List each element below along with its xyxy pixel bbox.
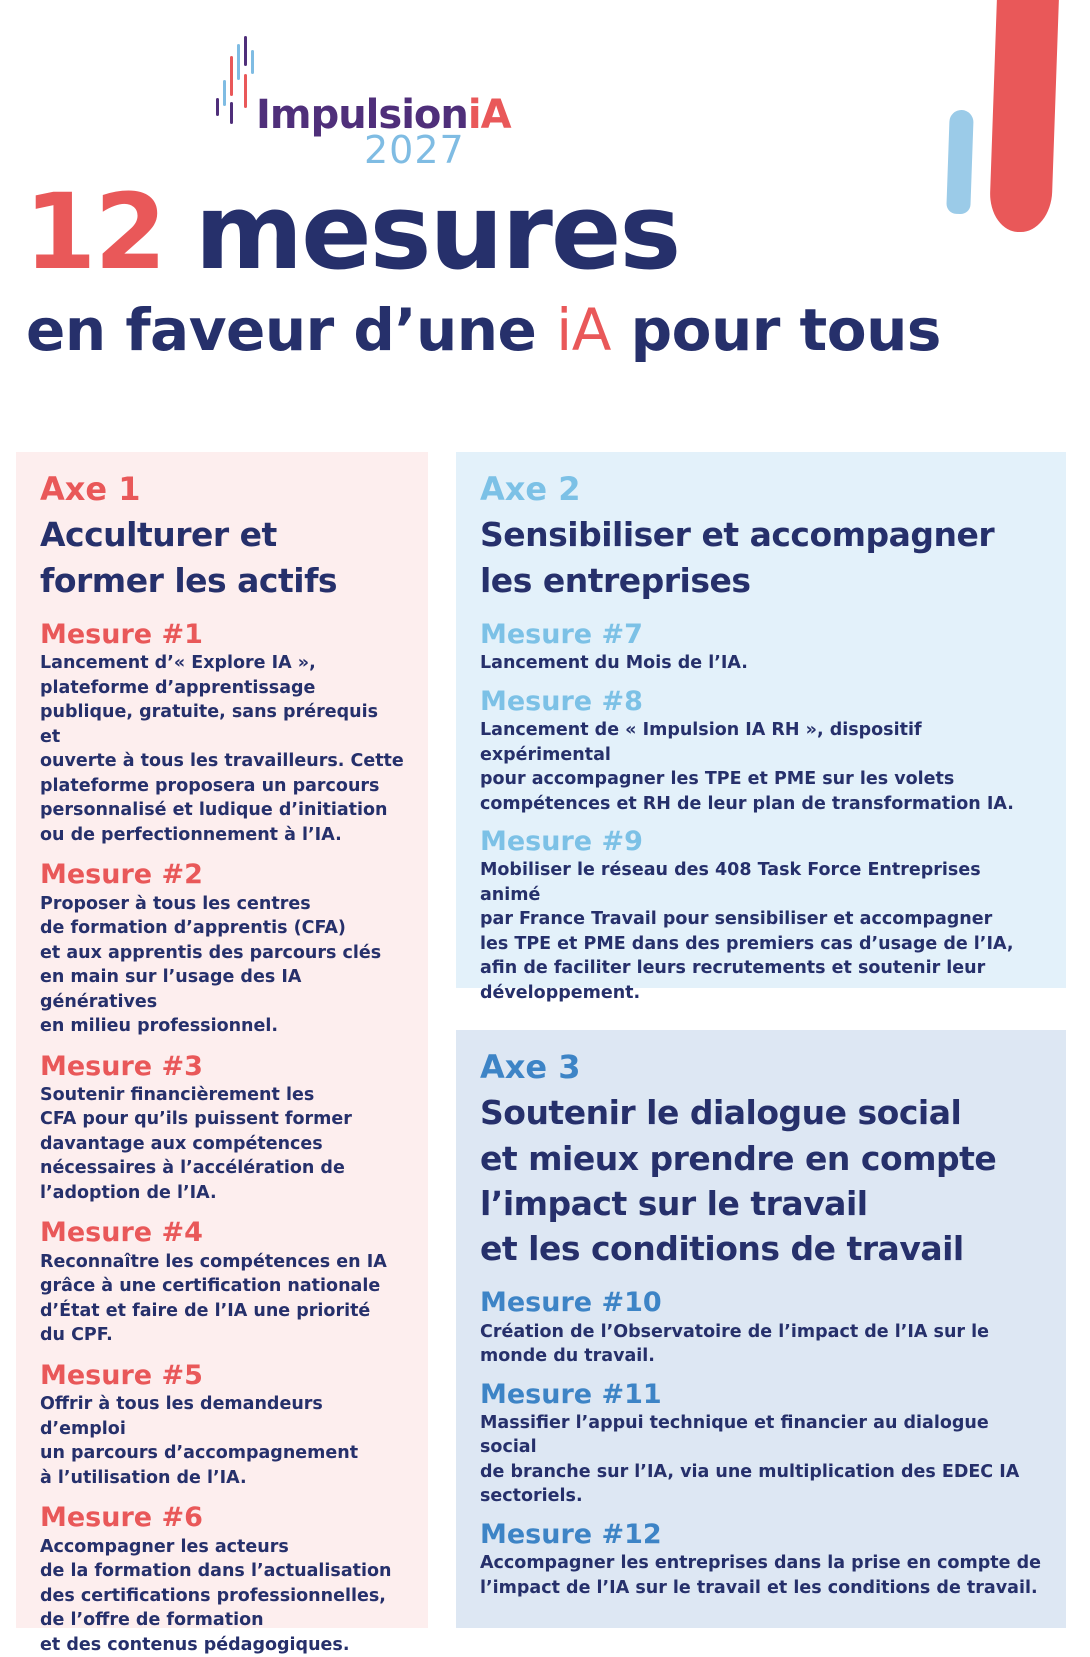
axe-2-panel (456, 452, 1066, 1003)
title-number: 12 (24, 171, 165, 293)
mesure-label: Mesure #5 (40, 1359, 203, 1391)
mesure-label: Mesure #2 (40, 859, 203, 891)
subtitle-after: pour tous (610, 296, 941, 364)
decorative-red-drop (989, 0, 1059, 232)
mesure-item (480, 826, 1042, 1005)
mesure-text: Soutenir financièrement les CFA pour qu’ils puissent former davantage aux compétences nécessaires à l’accélération de l’adoption de l’IA. (40, 1084, 352, 1203)
mesure-text: Lancement de « Impulsion IA RH », dispositif expérimental pour accompagner les TPE et PME sur les volets compétences et RH de leur plan de transformation IA. (480, 720, 1014, 814)
axe-label: Axe 2 (480, 470, 581, 508)
mesure-item (480, 619, 1042, 676)
mesure-item (480, 1287, 1042, 1368)
mesure-item (480, 1519, 1042, 1600)
subtitle-before: en faveur d’une (26, 296, 557, 364)
mesure-label: Mesure #1 (40, 618, 203, 650)
mesure-label: Mesure #11 (480, 1378, 662, 1410)
mesure-label: Mesure #8 (480, 685, 643, 717)
mesure-label: Mesure #9 (480, 826, 643, 858)
mesure-label: Mesure #7 (480, 618, 643, 650)
mesure-label: Mesure #4 (40, 1217, 203, 1249)
axe-1-panel (16, 452, 428, 1655)
impulsion-ia-logo (214, 36, 534, 172)
subtitle-accent: iA (556, 296, 611, 364)
mesure-item (40, 859, 404, 1038)
mesure-label: Mesure #3 (40, 1050, 203, 1082)
mesure-item (40, 619, 404, 847)
mesure-text: Accompagner les entreprises dans la prise en compte de l’impact de l’IA sur le travail et les conditions de travail. (480, 1553, 1042, 1598)
mesure-label: Mesure #10 (480, 1287, 662, 1319)
mesure-item (480, 686, 1042, 816)
mesure-text: Offrir à tous les demandeurs d’emploi un parcours d’accompagnement à l’utilisation de l’IA. (40, 1394, 359, 1488)
title-word: mesures (194, 171, 680, 293)
mesure-text: Reconnaître les compétences en IA grâce à une certification nationale d’État et faire de l’IA une priorité du CPF. (40, 1251, 387, 1346)
mesure-text: Proposer à tous les centres de formation d’apprentis (CFA) et aux apprentis des parcours clés en main sur l’usage des IA génératives en milieu professionnel. (40, 893, 382, 1037)
axe-label: Axe 3 (480, 1048, 581, 1086)
axe-title: Acculturer et former les actifs (40, 515, 338, 600)
mesure-text: Lancement du Mois de l’IA. (480, 653, 748, 674)
logo-word-accent: iA (467, 92, 511, 138)
logo-word-main: Impulsion (256, 92, 468, 138)
mesure-text: Accompagner les acteurs de la formation dans l’actualisation des certifications professionnelles, de l’offre de formation et des contenus pédagogiques. (40, 1536, 392, 1655)
mesure-item (40, 1051, 404, 1206)
mesure-text: Lancement d’« Explore IA », plateforme d’apprentissage publique, gratuite, sans prérequis et ouverte à tous les travailleurs. Cette plateforme proposera un parcours personnalisé et ludique d’initiation ou de perfectionnement à l’IA. (40, 653, 404, 845)
mesure-text: Mobiliser le réseau des 408 Task Force Entreprises animé par France Travail pour sensibiliser et accompagner les TPE et PME dans des premiers cas d’usage de l’IA, afin de faciliter leurs recrutements et soutenir leur développement. (480, 860, 1014, 1003)
axe-3-panel (456, 1030, 1066, 1628)
mesure-item (480, 1379, 1042, 1509)
axe-title: Soutenir le dialogue social et mieux prendre en compte l’impact sur le travail et les conditions de travail (480, 1093, 997, 1268)
page-subtitle (26, 296, 941, 364)
mesure-item (40, 1360, 404, 1490)
mesure-item (40, 1217, 404, 1347)
mesure-label: Mesure #12 (480, 1518, 662, 1550)
axe-title: Sensibiliser et accompagner les entreprises (480, 515, 995, 600)
page-title (24, 170, 679, 295)
mesure-text: Création de l’Observatoire de l’impact de l’IA sur le monde du travail. (480, 1321, 990, 1367)
mesure-text: Massifier l’appui technique et financier au dialogue social de branche sur l’IA, via une multiplication des EDEC IA sectoriels. (480, 1412, 1020, 1507)
mesure-label: Mesure #6 (40, 1502, 203, 1534)
decorative-blue-drop (946, 110, 974, 215)
axe-label: Axe 1 (40, 470, 141, 508)
logo-year: 2027 (364, 128, 465, 172)
